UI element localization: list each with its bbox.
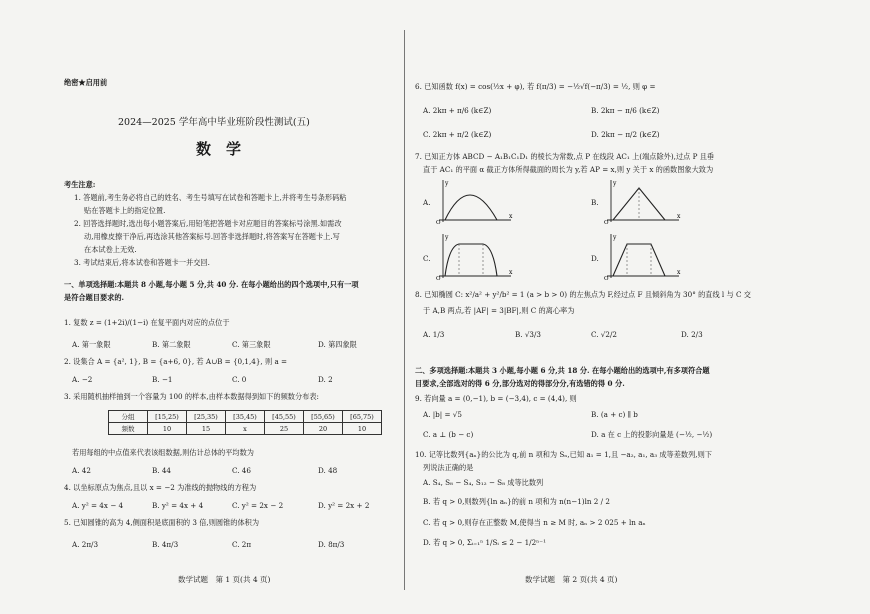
q7-graph-a bbox=[435, 178, 515, 224]
q10-option-c[interactable]: C. 若 q > 0,则存在正整数 M,使得当 n ≥ M 时, aₙ > 2 025 + ln aₙ bbox=[423, 518, 646, 527]
q5-option-a[interactable]: A. 2π/3 bbox=[72, 540, 99, 549]
axis-x-label: x bbox=[509, 269, 513, 276]
q4-option-c[interactable]: C. y² = 2x − 2 bbox=[232, 501, 284, 510]
page-1 bbox=[0, 0, 405, 614]
axis-y-label: y bbox=[445, 234, 449, 241]
q8-option-b[interactable]: B. √3/3 bbox=[515, 330, 541, 339]
section-2-heading: 目要求,全部选对的得 6 分,部分选对的得部分分,有选错的得 0 分. bbox=[415, 379, 625, 388]
q7-graph-b bbox=[603, 178, 683, 224]
page-2 bbox=[405, 0, 870, 614]
q9-stem: 9. 若向量 a = (0,−1), b = (−3,4), c = (4,4), 则 bbox=[415, 394, 577, 403]
section-1-heading: 是符合题目要求的. bbox=[64, 293, 125, 302]
origin-label: O bbox=[436, 276, 441, 280]
q6-stem: 6. 已知函数 f(x) = cos(½x + φ), 若 f(π/3) = −½√f(−π/3) = ½, 则 φ = bbox=[415, 82, 656, 91]
q2-stem: 2. 设集合 A = {a², 1}, B = {a+6, 0}, 若 A∪B = {0,1,4}, 则 a = bbox=[64, 357, 288, 366]
table-cell: [45,55) bbox=[265, 411, 304, 423]
q1-option-c[interactable]: C. 第三象限 bbox=[232, 340, 271, 349]
q10-option-b[interactable]: B. 若 q > 0,则数列{ln aₙ}的前 n 项和为 n(n−1)ln 2 / 2 bbox=[423, 497, 610, 506]
notice-line: 1. 答题前,考生务必将自己的姓名、考生号填写在试卷和答题卡上,并将考生号条形码粘 bbox=[74, 193, 347, 202]
q2-option-d[interactable]: D. 2 bbox=[318, 375, 333, 384]
q9-option-b[interactable]: B. (a + c) ∥ b bbox=[591, 410, 638, 419]
q8-stem: 于 A,B 两点,若 |AF| = 3|BF|,则 C 的离心率为 bbox=[423, 306, 575, 315]
table-row bbox=[109, 423, 382, 435]
q8-stem: 8. 已知椭圆 C: x²/a² + y²/b² = 1 (a > b > 0) 的左焦点为 F,经过点 F 且倾斜角为 30° 的直线 l 与 C 交 bbox=[415, 290, 751, 299]
axis-x-label: x bbox=[677, 269, 681, 276]
q6-option-d[interactable]: D. 2kπ − π/2 (k∈Z) bbox=[591, 130, 660, 139]
notice-heading: 考生注意: bbox=[64, 180, 96, 189]
table-cell: x bbox=[226, 423, 265, 435]
axis-y-label: y bbox=[445, 180, 449, 187]
q2-option-c[interactable]: C. 0 bbox=[232, 375, 247, 384]
q1-option-d[interactable]: D. 第四象限 bbox=[318, 340, 357, 349]
notice-line: 2. 回答选择题时,选出每小题答案后,用铅笔把答题卡对应题目的答案标号涂黑.如需改 bbox=[74, 219, 342, 228]
q1-option-a[interactable]: A. 第一象限 bbox=[72, 340, 111, 349]
q9-option-c[interactable]: C. a ⊥ (b − c) bbox=[423, 430, 474, 439]
q7-option-c[interactable]: C. bbox=[423, 254, 431, 263]
axis-x-label: x bbox=[677, 213, 681, 220]
curve bbox=[613, 244, 665, 276]
q1-option-b[interactable]: B. 第二象限 bbox=[152, 340, 191, 349]
notice-line: 动,用橡皮擦干净后,再选涂其他答案标号.回答非选择题时,将答案写在答题卡上.写 bbox=[84, 232, 340, 241]
q7-option-b[interactable]: B. bbox=[591, 198, 599, 207]
q2-option-a[interactable]: A. −2 bbox=[72, 375, 93, 384]
q2-option-b[interactable]: B. −1 bbox=[152, 375, 173, 384]
table-cell: [25,35) bbox=[187, 411, 226, 423]
q4-option-d[interactable]: D. y² = 2x + 2 bbox=[318, 501, 370, 510]
exam-title: 2024—2025 学年高中毕业班阶段性测试(五) bbox=[118, 117, 310, 128]
q3-stem-2: 若用每组的中点值来代表该组数据,则估计总体的平均数为 bbox=[72, 448, 254, 457]
q7-stem: 7. 已知正方体 ABCD − A₁B₁C₁D₁ 的棱长为常数,点 P 在线段 AC₁ 上(端点除外),过点 P 且垂 bbox=[415, 152, 715, 161]
q8-option-c[interactable]: C. √2/2 bbox=[591, 330, 617, 339]
table-cell: [55,65) bbox=[304, 411, 343, 423]
table-cell: 10 bbox=[148, 423, 187, 435]
q3-option-d[interactable]: D. 48 bbox=[318, 466, 338, 475]
origin-label: O bbox=[604, 220, 609, 224]
table-cell: [15,25) bbox=[148, 411, 187, 423]
q3-option-b[interactable]: B. 44 bbox=[152, 466, 171, 475]
origin-label: O bbox=[436, 220, 441, 224]
q6-option-a[interactable]: A. 2kπ + π/6 (k∈Z) bbox=[423, 106, 492, 115]
q9-option-a[interactable]: A. |b| = √5 bbox=[423, 410, 462, 419]
q6-option-c[interactable]: C. 2kπ + π/2 (k∈Z) bbox=[423, 130, 492, 139]
q8-option-d[interactable]: D. 2/3 bbox=[681, 330, 703, 339]
curve bbox=[445, 244, 497, 276]
q3-stem: 3. 采用随机抽样抽到一个容量为 100 的样本,由样本数据得到如下的频数分布表: bbox=[64, 392, 319, 401]
q10-stem: 列说法正确的是 bbox=[423, 463, 474, 472]
q7-option-a[interactable]: A. bbox=[423, 198, 431, 207]
notice-line: 在本试卷上无效. bbox=[84, 245, 137, 254]
q5-stem: 5. 已知圆锥的高为 4,侧面积是底面积的 3 倍,则圆锥的体积为 bbox=[64, 518, 260, 527]
q6-option-b[interactable]: B. 2kπ − π/6 (k∈Z) bbox=[591, 106, 660, 115]
q9-option-d[interactable]: D. a 在 c 上的投影向量是 (−½, −½) bbox=[591, 430, 713, 439]
table-cell: [65,75) bbox=[343, 411, 382, 423]
q7-graph-d bbox=[603, 232, 683, 280]
q1-stem: 1. 复数 z = (1+2i)/(1−i) 在复平面内对应的点位于 bbox=[64, 318, 230, 327]
q4-option-a[interactable]: A. y² = 4x − 4 bbox=[72, 501, 124, 510]
origin-label: O bbox=[604, 276, 609, 280]
axis-x-label: x bbox=[509, 213, 513, 220]
q10-stem: 10. 记等比数列{aₙ}的公比为 q,前 n 项和为 Sₙ,已知 a₁ = 1,且 −a₂, a₁, a₃ 成等差数列,则下 bbox=[415, 450, 712, 459]
table-row bbox=[109, 411, 382, 423]
q7-graph-c bbox=[435, 232, 515, 280]
q4-option-b[interactable]: B. y² = 4x + 4 bbox=[152, 501, 204, 510]
q5-option-c[interactable]: C. 2π bbox=[232, 540, 252, 549]
q5-option-b[interactable]: B. 4π/3 bbox=[152, 540, 179, 549]
frequency-table bbox=[108, 410, 382, 435]
notice-line: 贴在答题卡上的指定位置. bbox=[84, 206, 166, 215]
q7-option-d[interactable]: D. bbox=[591, 254, 599, 263]
table-cell: 15 bbox=[187, 423, 226, 435]
q8-option-a[interactable]: A. 1/3 bbox=[423, 330, 445, 339]
q10-option-d[interactable]: D. 若 q > 0, Σᵢ₌₁ⁿ 1/Sᵢ ≤ 2 − 1/2ⁿ⁻¹ bbox=[423, 538, 546, 547]
table-cell: 10 bbox=[343, 423, 382, 435]
q7-stem: 直于 AC₁ 的平面 α 截正方体所得截面的周长为 y,若 AP = x,则 y 关于 x 的函数图象大致为 bbox=[423, 165, 714, 174]
q10-option-a[interactable]: A. S₄, S₈ − S₄, S₁₂ − S₈ 成等比数列 bbox=[423, 478, 544, 487]
table-cell: 频数 bbox=[109, 423, 148, 435]
section-2-heading: 二、多项选择题:本题共 3 小题,每小题 6 分,共 18 分. 在每小题给出的选项中,有多项符合题 bbox=[415, 366, 710, 375]
page-footer: 数学试题 第 1 页(共 4 页) bbox=[178, 575, 271, 584]
q4-stem: 4. 以坐标原点为焦点,且以 x = −2 为准线的抛物线的方程为 bbox=[64, 483, 257, 492]
table-cell: 25 bbox=[265, 423, 304, 435]
q3-option-a[interactable]: A. 42 bbox=[72, 466, 91, 475]
subject-title: 数 学 bbox=[196, 140, 242, 158]
axis-y-label: y bbox=[613, 234, 617, 241]
q3-option-c[interactable]: C. 46 bbox=[232, 466, 251, 475]
q5-option-d[interactable]: D. 8π/3 bbox=[318, 540, 345, 549]
table-cell: 分组 bbox=[109, 411, 148, 423]
page-footer: 数学试题 第 2 页(共 4 页) bbox=[525, 575, 618, 584]
curve bbox=[445, 195, 497, 220]
notice-line: 3. 考试结束后,将本试卷和答题卡一并交回. bbox=[74, 258, 210, 267]
axis-y-label: y bbox=[613, 180, 617, 187]
section-1-heading: 一、单项选择题:本题共 8 小题,每小题 5 分,共 40 分. 在每小题给出的四个选项中,只有一项 bbox=[64, 280, 359, 289]
secret-label: 绝密★启用前 bbox=[64, 78, 108, 87]
table-cell: 20 bbox=[304, 423, 343, 435]
table-cell: [35,45) bbox=[226, 411, 265, 423]
